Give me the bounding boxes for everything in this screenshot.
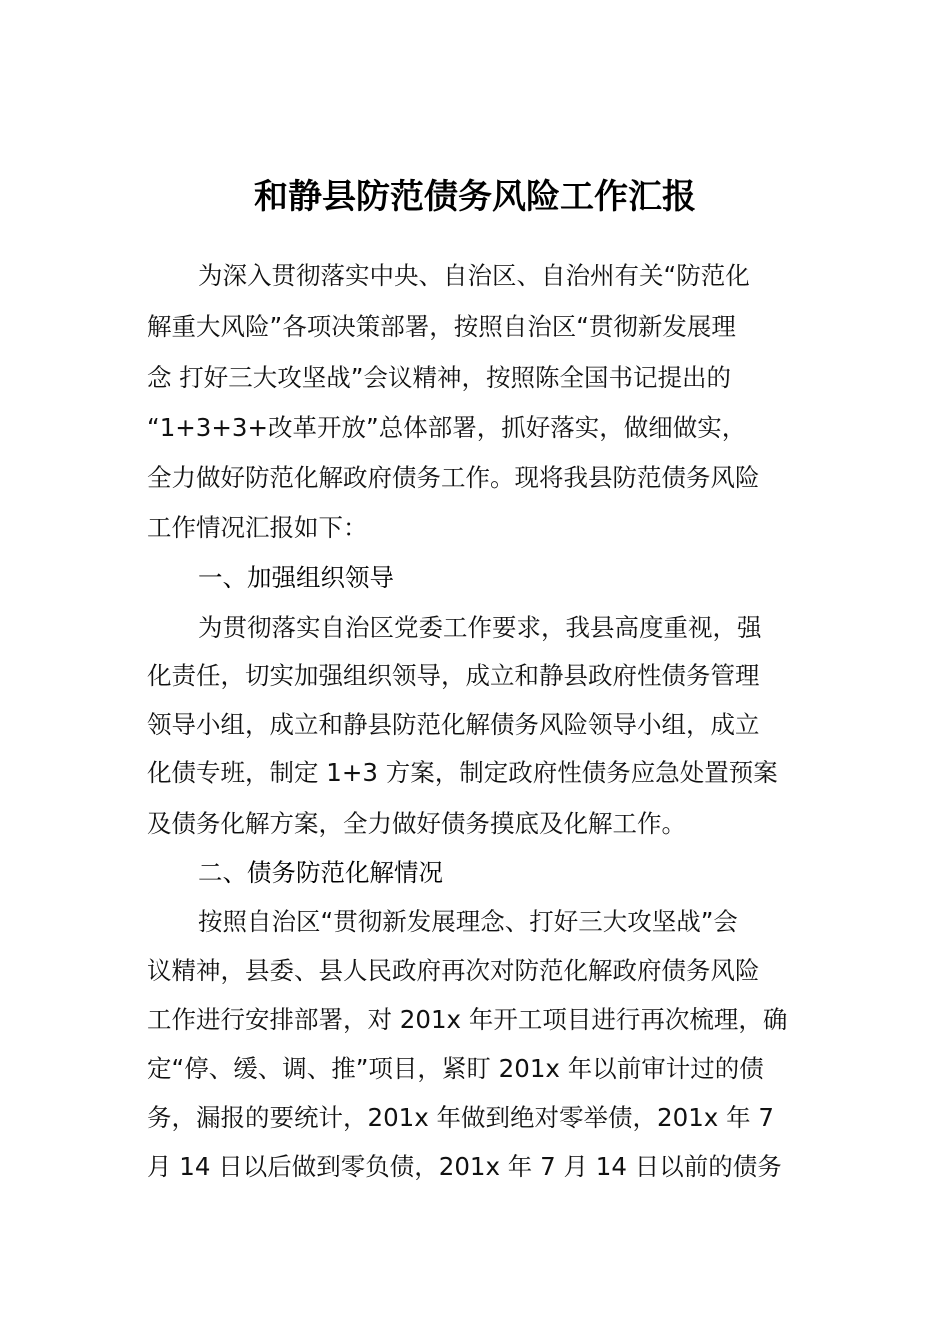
paragraph-3-line-2: 议精神，县委、县人民政府再次对防范化解政府债务风险 (147, 956, 760, 985)
paragraph-1-line-5: 全力做好防范化解政府债务工作。现将我县防范债务风险 (147, 463, 760, 492)
paragraph-2-line-5: 及债务化解方案，全力做好债务摸底及化解工作。 (147, 809, 686, 838)
paragraph-3-line-5: 务，漏报的要统计，201x 年做到绝对零举债，201x 年 7 (147, 1103, 774, 1132)
section-heading-1: 一、加强组织领导 (198, 563, 394, 592)
paragraph-3-line-1: 按照自治区“贯彻新发展理念、打好三大攻坚战”会 (198, 907, 738, 936)
paragraph-1-line-6: 工作情况汇报如下： (147, 513, 368, 542)
paragraph-3-line-4: 定“停、缓、调、推”项目，紧盯 201x 年以前审计过的债 (147, 1054, 764, 1083)
paragraph-2-line-4: 化债专班，制定 1+3 方案，制定政府性债务应急处置预案 (147, 758, 778, 787)
paragraph-1-line-1: 为深入贯彻落实中央、自治区、自治州有关“防范化 (198, 261, 750, 290)
document-title: 和静县防范债务风险工作汇报 (254, 177, 696, 217)
paragraph-3-line-3: 工作进行安排部署，对 201x 年开工项目进行再次梳理，确 (147, 1005, 788, 1034)
paragraph-3-line-6: 月 14 日以后做到零负债，201x 年 7 月 14 日以前的债务 (147, 1152, 782, 1181)
section-heading-2: 二、债务防范化解情况 (198, 858, 443, 887)
paragraph-1-line-2: 解重大风险”各项决策部署，按照自治区“贯彻新发展理 (147, 312, 736, 341)
paragraph-1-line-3: 念 打好三大攻坚战”会议精神，按照陈全国书记提出的 (147, 363, 731, 392)
paragraph-1-line-4: “1+3+3+改革开放”总体部署，抓好落实，做细做实， (147, 413, 747, 442)
paragraph-2-line-3: 领导小组，成立和静县防范化解债务风险领导小组，成立 (147, 710, 760, 739)
paragraph-2-line-2: 化责任，切实加强组织领导，成立和静县政府性债务管理 (147, 661, 760, 690)
paragraph-2-line-1: 为贯彻落实自治区党委工作要求，我县高度重视，强 (198, 613, 762, 642)
